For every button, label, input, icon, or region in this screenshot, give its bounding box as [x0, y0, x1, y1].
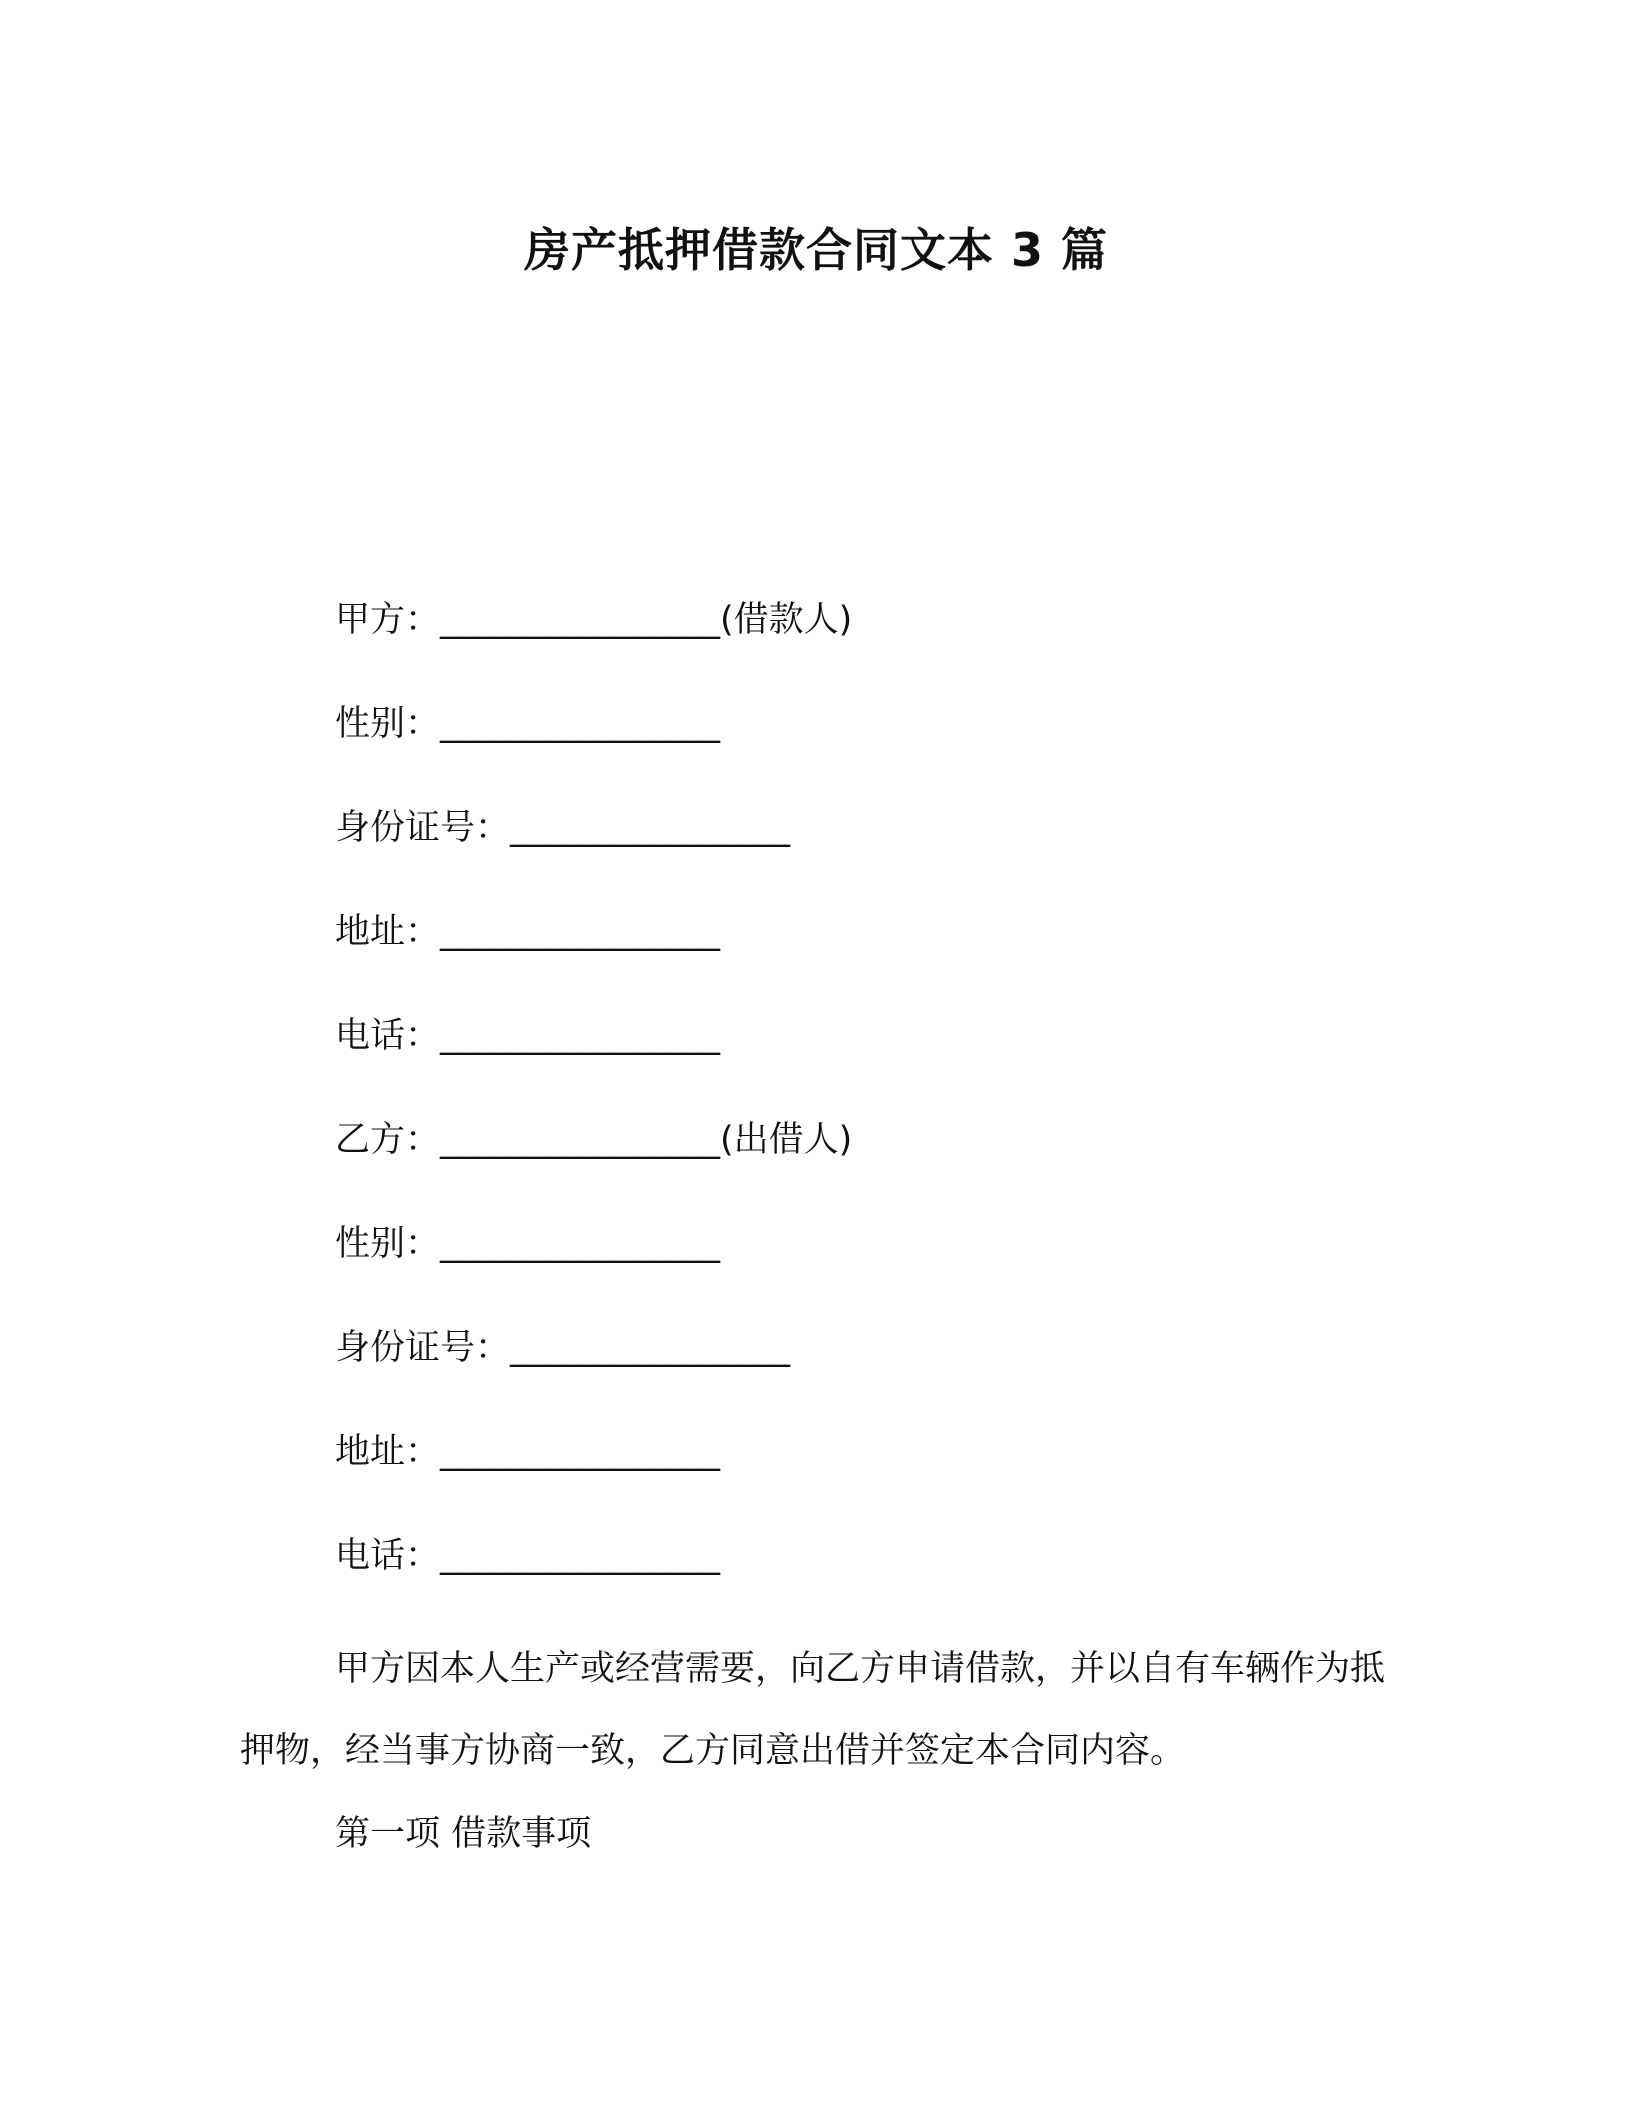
field-party-b-gender	[335, 1218, 852, 1322]
party-fields	[335, 594, 852, 1634]
intro-paragraph: 甲方因本人生产或经营需要，向乙方申请借款，并以自有车辆作为抵押物，经当事方协商一致，乙方同意出借并签定本合同内容。	[240, 1649, 1386, 1771]
field-blank: ________________	[440, 1120, 721, 1160]
field-label: 身份证号：	[335, 1328, 511, 1368]
field-party-a-gender	[335, 698, 852, 802]
section-heading: 第一项 借款事项	[335, 1814, 592, 1854]
field-party-a-id	[335, 802, 852, 906]
field-blank: ________________	[440, 1224, 721, 1264]
field-label: 地址：	[335, 1432, 441, 1472]
field-party-b-phone	[335, 1530, 852, 1634]
field-blank: ________________	[440, 1016, 721, 1056]
field-party-b-address	[335, 1426, 852, 1530]
field-label: 电话：	[335, 1536, 441, 1576]
document-title: 房产抵押借款合同文本 3 篇	[523, 223, 1109, 277]
field-suffix: (出借人)	[720, 1120, 853, 1160]
field-blank: ________________	[440, 704, 721, 744]
field-label: 地址：	[335, 912, 441, 952]
field-label: 身份证号：	[335, 808, 511, 848]
field-party-b-id	[335, 1322, 852, 1426]
field-label: 性别：	[335, 704, 441, 744]
field-label: 甲方：	[335, 600, 441, 640]
field-party-a-address	[335, 906, 852, 1010]
field-party-b	[335, 1114, 852, 1218]
field-party-a-phone	[335, 1010, 852, 1114]
field-label: 性别：	[335, 1224, 441, 1264]
field-blank: ________________	[440, 1432, 721, 1472]
field-label: 电话：	[335, 1016, 441, 1056]
field-label: 乙方：	[335, 1120, 441, 1160]
field-blank: ________________	[440, 600, 721, 640]
field-party-a	[335, 594, 852, 698]
field-suffix: (借款人)	[720, 600, 853, 640]
field-blank: ________________	[440, 1536, 721, 1576]
field-blank: ________________	[440, 912, 721, 952]
field-blank: ________________	[510, 808, 791, 848]
field-blank: ________________	[510, 1328, 791, 1368]
